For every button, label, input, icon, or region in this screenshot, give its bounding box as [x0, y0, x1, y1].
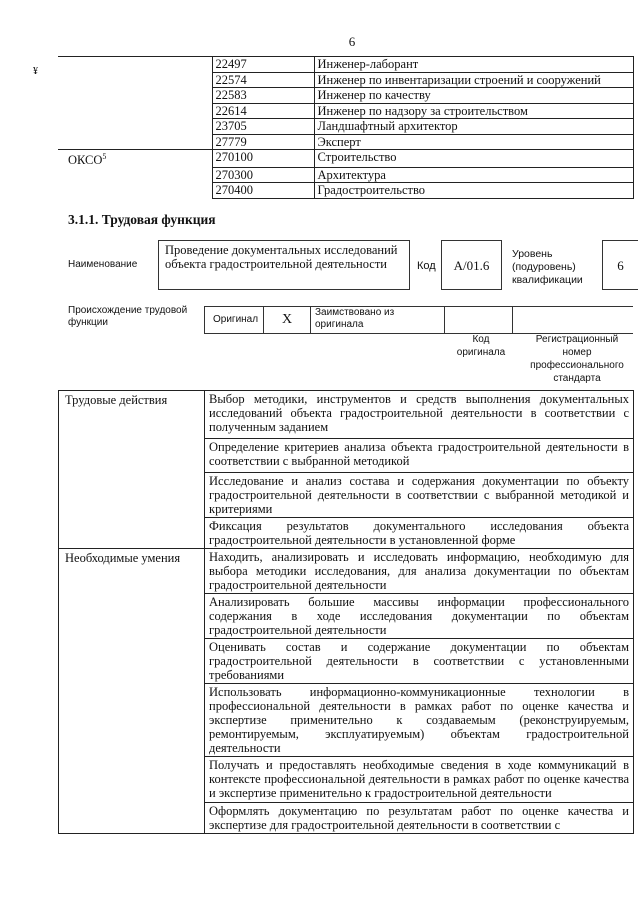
- name-cell: Инженер по надзору за строительством: [314, 103, 634, 119]
- original-label: Оригинал: [205, 307, 264, 334]
- name-label: Наименование: [68, 259, 138, 270]
- code-cell: 22574: [212, 72, 314, 88]
- name-cell: Эксперт: [314, 134, 634, 150]
- table-row: [58, 150, 634, 168]
- codes-table: [58, 56, 634, 199]
- list-item: Исследование и анализ состава и содержания документации по объекту градостроительной деятельности в соответствии с выбранной методикой и критериями: [205, 473, 634, 518]
- section-title: 3.1.1. Трудовая функция: [68, 212, 216, 227]
- code-label: Код: [417, 260, 436, 272]
- table-row: [58, 88, 634, 104]
- reg-caption: Регистрационный номер профессионального стандарта: [530, 334, 624, 384]
- code-cell: 22583: [212, 88, 314, 104]
- list-item: Анализировать большие массивы информации профессионального содержания в ходе исследования документации по объектам градостроительной деятельности: [205, 594, 634, 639]
- code-cell: 22497: [212, 57, 314, 73]
- origin-code-cell: [445, 307, 513, 334]
- name-cell: Архитектура: [314, 167, 634, 183]
- code-cell: 22614: [212, 103, 314, 119]
- list-item: Оформлять документацию по результатам работ по оценке качества и экспертизе для градостроительной деятельности в соответствии с: [205, 803, 634, 834]
- table-row: [59, 549, 634, 594]
- table-row: [59, 391, 634, 439]
- table-row: [58, 103, 634, 119]
- table-row: [58, 72, 634, 88]
- origin-label: Происхождение трудовой функции: [68, 305, 188, 328]
- original-mark: X: [264, 307, 311, 334]
- function-name-box: Проведение документальных исследований объекта градостроительной деятельности: [158, 240, 410, 290]
- name-cell: Инженер-лаборант: [314, 57, 634, 73]
- margin-mark: ¥: [33, 66, 38, 77]
- name-cell: Градостроительство: [314, 183, 634, 199]
- table-row: [59, 518, 634, 549]
- required-skills-label: Необходимые умения: [59, 549, 205, 594]
- table-row: [59, 684, 634, 757]
- name-cell: Инженер по инвентаризации строений и сооружений: [314, 72, 634, 88]
- name-cell: Инженер по качеству: [314, 88, 634, 104]
- list-item: Выбор методики, инструментов и средств выполнения документальных исследований объекта градостроительной деятельности в соответствии с полученным заданием: [205, 391, 634, 439]
- code-cell: 270100: [212, 150, 314, 168]
- list-item: Определение критериев анализа объекта градостроительной деятельности в соответствии с выбранной методикой: [205, 439, 634, 473]
- name-cell: Ландшафтный архитектор: [314, 119, 634, 135]
- reg-number-cell: [513, 307, 633, 334]
- table-row: [59, 757, 634, 803]
- list-item: Находить, анализировать и исследовать информацию, необходимую для выбора методики исследования, для анализа документации по объектам градостроительной деятельности: [205, 549, 634, 594]
- table-row: [58, 134, 634, 150]
- level-label: Уровень (подуровень) квалификации: [512, 248, 583, 286]
- labor-actions-label: Трудовые действия: [59, 391, 205, 439]
- list-item: Получать и предоставлять необходимые сведения в ходе коммуникаций в контексте профессиональной деятельности в рамках работ по оценке качества и экспертизе применительно к градостроительной деятельности: [205, 757, 634, 803]
- table-row: [58, 183, 634, 199]
- origin-table: [204, 306, 633, 334]
- table-row: [59, 473, 634, 518]
- table-row: [58, 119, 634, 135]
- list-item: Использовать информационно-коммуникационные технологии в профессиональной деятельности в рамках работ по оценке качества и экспертизе применительно к создаваемым (реконструируемым, ремонтируемым, эксплуатируемым) объектам градостроительной деятельности: [205, 684, 634, 757]
- code-caption: Код оригинала: [456, 334, 506, 358]
- code-cell: 270400: [212, 183, 314, 199]
- page-number: 6: [348, 34, 356, 49]
- table-row: [58, 57, 634, 73]
- function-code-box: А/01.6: [441, 240, 502, 290]
- table-row: [59, 803, 634, 834]
- borrowed-label: Заимствовано из оригинала: [311, 307, 445, 334]
- level-value-box: 6: [602, 240, 638, 290]
- name-cell: Строительство: [314, 150, 634, 168]
- function-details-table: [58, 390, 634, 834]
- table-row: [59, 639, 634, 684]
- code-cell: 27779: [212, 134, 314, 150]
- code-cell: 23705: [212, 119, 314, 135]
- table-row: [58, 167, 634, 183]
- table-row: [59, 594, 634, 639]
- list-item: Фиксация результатов документального исследования объекта градостроительной деятельности в установленной форме: [205, 518, 634, 549]
- code-cell: 270300: [212, 167, 314, 183]
- list-item: Оценивать состав и содержание документации по объектам градостроительной деятельности в соответствии с установленными требованиями: [205, 639, 634, 684]
- okso-label: ОКСО$^5$: [58, 150, 212, 168]
- table-row: [59, 439, 634, 473]
- table-row: [205, 307, 633, 334]
